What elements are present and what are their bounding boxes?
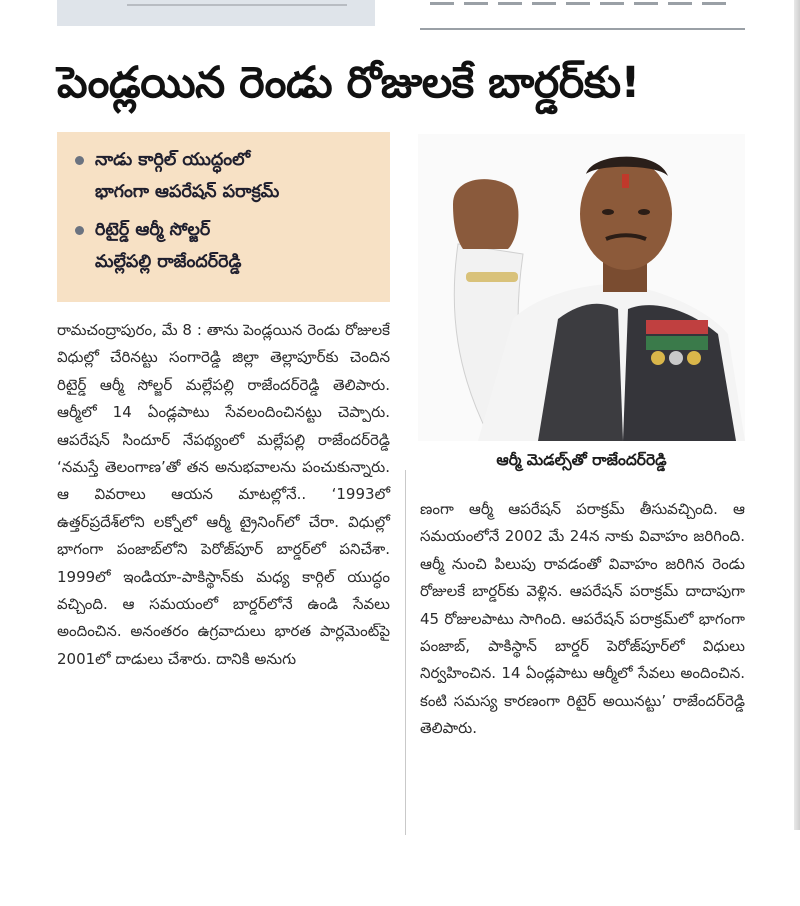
highlights-box	[57, 132, 390, 302]
bullet-icon	[75, 156, 84, 165]
highlight-line: రిటైర్డ్ ఆర్మీ సోల్జర్	[95, 220, 211, 240]
article-right-column: ణంగా ఆర్మీ ఆపరేషన్ పరాక్రమ్ తీసువచ్చింది. ఆ సమయంలోనే 2002 మే 24న నాకు వివాహం జరిగింది. ఆర్మీ నుంచి పిలుపు రావడంతో వివాహం జరిగిన రెండు రోజులకే బార్డర్‌కు వెళ్లిన. ఆపరేషన్ పరాక్రమ్ దాదాపుగా 45 రోజులపాటు సాగింది. ఆపరేషన్ పరాక్రమ్‌లో భాగంగా పంజాబ్, పాకిస్థాన్ బార్డర్ పెరోజ్‌పూర్‌లో విధులు నిర్వహించిన. 14 ఏండ్లపాటు ఆర్మీలో సేవలు అందించిన. కంటి సమస్య కారణంగా రిటైర్ అయినట్టు’ రాజేందర్‌రెడ్డి తెలిపారు.	[420, 500, 745, 738]
previous-article-fragment-right	[420, 0, 745, 10]
previous-article-fragment	[57, 0, 375, 26]
highlight-item	[75, 144, 376, 208]
bullet-icon	[75, 226, 84, 235]
page-edge	[794, 0, 800, 830]
highlight-item	[75, 214, 376, 278]
photo-caption: ఆర్మీ మెడల్స్‌తో రాజేందర్‌రెడ్డి	[496, 451, 667, 469]
soldier-portrait-icon	[418, 134, 745, 441]
highlight-line: నాడు కార్గిల్ యుద్ధంలో	[95, 150, 251, 170]
headline: పెండ్లయిన రెండు రోజులకే బార్డర్‌కు!	[57, 58, 640, 108]
highlight-line: భాగంగా ఆపరేషన్ పరాక్రమ్	[95, 182, 280, 202]
column-divider	[405, 470, 406, 835]
article-left-column: రామచంద్రాపురం, మే 8 : తాను పెండ్లయిన రెండు రోజులకే విధుల్లో చేరినట్టు సంగారెడ్డి జిల్లా తెల్లాపూర్‌కు చెందిన రిటైర్డ్ ఆర్మీ సోల్జర్ మల్లేపల్లి రాజేందర్‌రెడ్డి తెలిపారు. ఆర్మీలో 14 ఏండ్లపాటు సేవలందించినట్టు చెప్పారు. ఆపరేషన్ సిందూర్ నేపథ్యంలో మల్లేపల్లి రాజేందర్‌రెడ్డి ‘నమస్తే తెలంగాణ’తో తన అనుభవాలను పంచుకున్నారు. ఆ వివరాలు ఆయన మాటల్లోనే.. ‘1993లో ఉత్తర్‌ప్రదేశ్‌లోని లక్నోలో ఆర్మీ ట్రైనింగ్‌లో చేరా. విధుల్లో భాగంగా పంజాబ్‌లోని పెరోజ్‌పూర్ బార్డర్‌లో పనిచేశా. 1999లో ఇండియా-పాకిస్థాన్‌కు మధ్య కార్గిల్ యుద్ధం వచ్చింది. ఆ సమయంలో బార్డర్‌లోనే ఉండి సేవలు అందించిన. అనంతరం ఉగ్రవాదులు భారత పార్లమెంట్‌పై 2001లో దాడులు చేశారు. దానికి అనుగు	[57, 321, 390, 668]
highlight-line: మల్లేపల్లి రాజేందర్‌రెడ్డి	[95, 252, 242, 272]
section-rule	[420, 28, 745, 30]
soldier-photo	[418, 134, 745, 441]
